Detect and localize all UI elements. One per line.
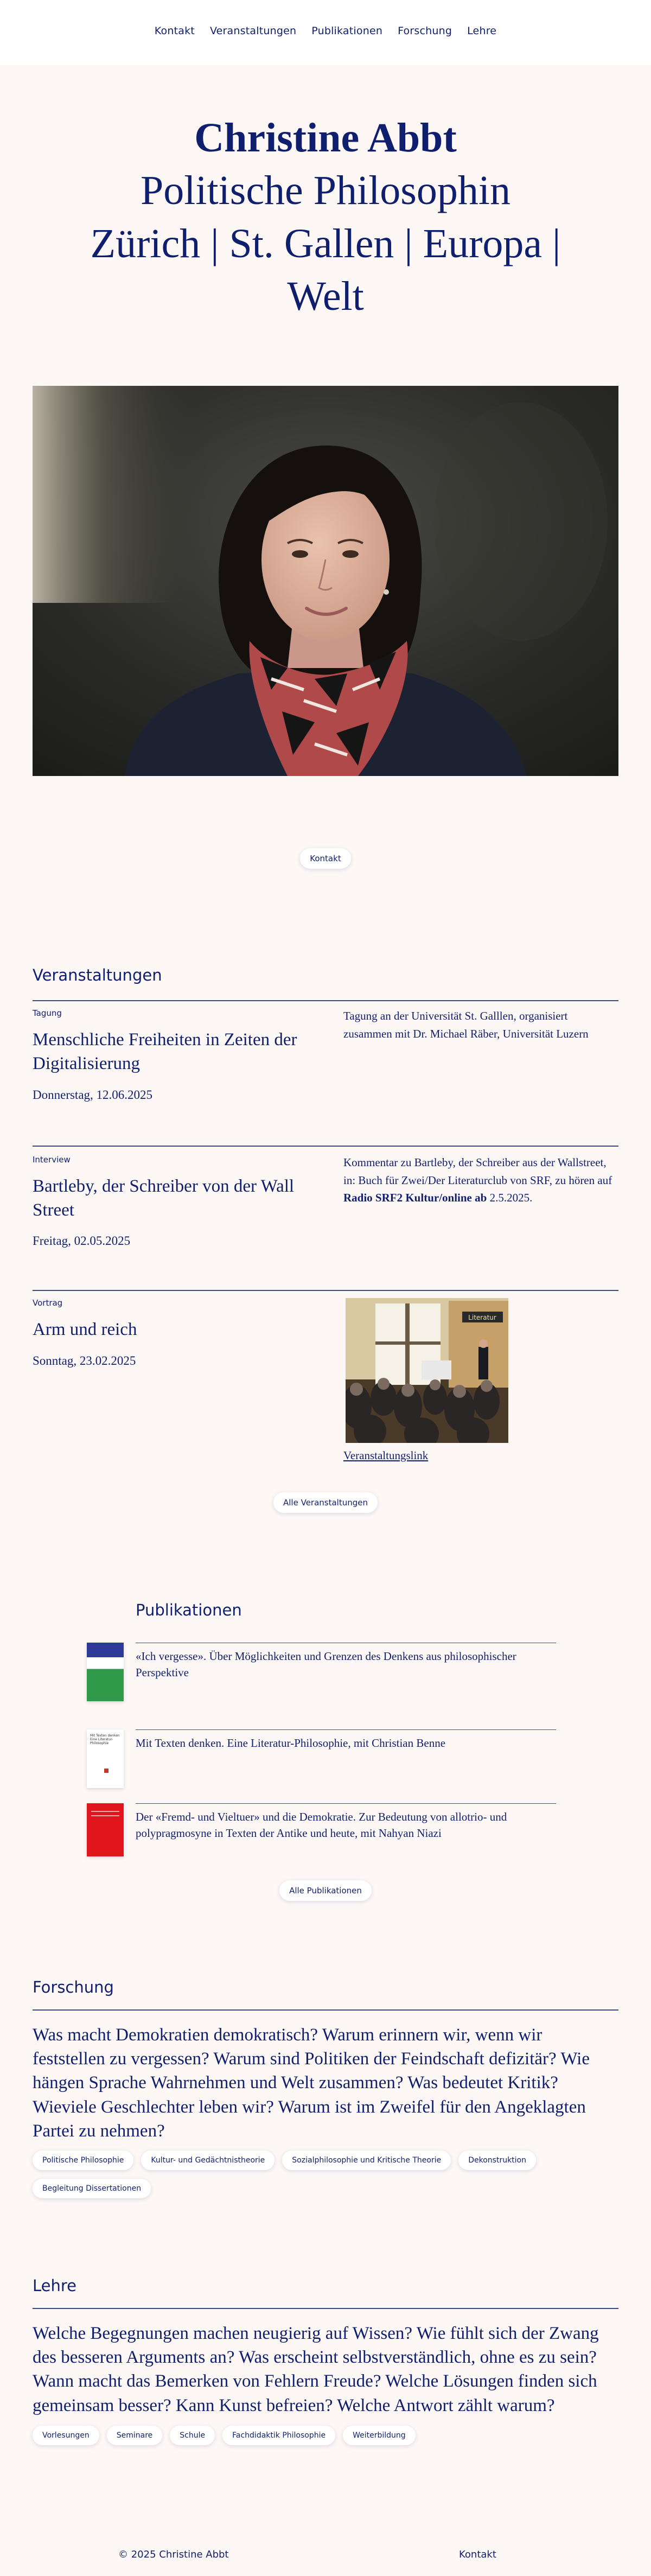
event-2-description [343,1154,618,1207]
research-heading: Forschung [33,1978,114,1996]
event-3-category: Vortrag [33,1298,63,1308]
event-2-description-pre: Kommentar zu Bartleby, der Schreiber aus der Wallstreet, in: Buch für Zwei/Der Literaturclub von SRF, zu hören auf [343,1156,612,1187]
event-3-photo [346,1298,508,1443]
publication-2-cover-text: Mit Texten denken Eine Literatur-Philosophie [90,1734,120,1746]
event-1-title[interactable]: Menschliche Freiheiten in Zeiten der Digitalisierung [33,1030,297,1074]
publication-1-cover [87,1643,124,1701]
all-events-button[interactable]: Alle Veranstaltungen [273,1492,378,1513]
portrait-photo [33,386,618,776]
all-events-wrap [0,1492,651,1513]
event-3-title[interactable]: Arm und reich [33,1320,137,1339]
teaching-tag[interactable]: Weiterbildung [343,2426,416,2445]
event-divider-3 [33,1290,618,1291]
publication-3-cover [87,1803,124,1856]
top-nav [0,0,651,65]
teaching-tag[interactable]: Vorlesungen [33,2426,99,2445]
event-3-date: Sonntag, 23.02.2025 [33,1354,136,1367]
hero-line-2: Zürich | St. Gallen | Europa | [90,220,561,266]
event-2-date: Freitag, 02.05.2025 [33,1234,131,1248]
events-heading: Veranstaltungen [33,966,162,984]
publication-1-title[interactable]: «Ich vergesse». Über Möglichkeiten und Grenzen des Denkens aus philosophischer Perspektive [136,1650,516,1680]
event-3-banner-text: Literatur [468,1314,496,1321]
event-2-radio-link[interactable]: Radio SRF2 Kultur/online ab [343,1191,487,1205]
all-publications-button[interactable]: Alle Publikationen [279,1880,372,1901]
research-tags [33,2151,618,2198]
publication-2-cover [87,1729,124,1788]
teaching-divider [33,2308,618,2309]
event-1-date: Donnerstag, 12.06.2025 [33,1088,153,1102]
contact-button-wrap [0,848,651,869]
event-2-title[interactable]: Bartleby, der Schreiber von der Wall Street [33,1176,295,1220]
nav-veranstaltungen[interactable]: Veranstaltungen [209,25,297,37]
nav-publikationen[interactable]: Publikationen [311,25,383,37]
event-divider-2 [33,1146,618,1147]
research-tag[interactable]: Sozialphilosophie und Kritische Theorie [282,2151,451,2170]
footer-copyright: © 2025 Christine Abbt [118,2549,229,2560]
research-tag[interactable]: Kultur- und Gedächtnistheorie [141,2151,275,2170]
teaching-tag[interactable]: Fachdidaktik Philosophie [222,2426,335,2445]
teaching-tag[interactable]: Seminare [107,2426,163,2445]
publication-3[interactable] [87,1803,556,1863]
event-2-category: Interview [33,1155,71,1165]
research-tag[interactable]: Politische Philosophie [33,2151,133,2170]
hero-line-1: Politische Philosophin [141,168,510,214]
portrait-illustration [33,386,618,776]
event-3-link[interactable]: Veranstaltungslink [343,1449,429,1462]
event-1-description: Tagung an der Universität St. Galllen, organisiert zusammen mit Dr. Michael Räber, Universität Luzern [343,1009,589,1040]
nav-kontakt[interactable]: Kontakt [154,25,195,37]
teaching-questions: Welche Begegnungen machen neugierig auf Wissen? Wie fühlt sich der Zwang des besseren Arguments an? Was erscheint selbstverständlich, ohne es zu sein? Wann macht das Bemerken von Fehlern Freude? Welche Lösungen finden sich gemeinsam besser? Kann Kunst befreien? Welche Antwort zählt warum? [33,2324,599,2415]
publication-3-cover-line [91,1811,119,1812]
all-publications-wrap [0,1880,651,1901]
event-3-photo-illustration [346,1298,508,1443]
hero-name: Christine Abbt [194,115,457,161]
teaching-tags [33,2426,618,2445]
publication-3-cover-line-2 [91,1815,119,1816]
publication-1[interactable] [87,1643,556,1702]
teaching-heading: Lehre [33,2276,76,2295]
contact-button[interactable]: Kontakt [300,848,350,869]
research-questions: Was macht Demokratien demokratisch? Warum erinnern wir, wenn wir feststellen zu vergessen? Warum sind Politiken der Feindschaft defizitär? Wie hängen Sprache Wahrnehmen und Welt zusammen? Was bedeutet Kritik? Wieviele Geschlechter leben wir? Warum ist im Zweifel für den Angeklagten Partei zu nehmen? [33,2025,590,2141]
publications-heading: Publikationen [136,1601,242,1619]
hero-line-3: Welt [287,273,364,319]
publication-3-title[interactable]: Der «Fremd- und Vieltuer» und die Demokratie. Zur Bedeutung von allotrio- und polypragmosyne in Texten der Antike und heute, mit Nahyan Niazi [136,1810,507,1840]
teaching-tag[interactable]: Schule [170,2426,215,2445]
research-divider [33,2009,618,2011]
nav-forschung[interactable]: Forschung [398,25,452,37]
research-tag[interactable]: Begleitung Dissertationen [33,2179,151,2198]
publication-2-divider [136,1729,556,1730]
publication-3-divider [136,1803,556,1804]
events-divider [33,1000,618,1001]
nav-lehre[interactable]: Lehre [467,25,497,37]
hero [0,112,651,323]
event-1-category: Tagung [33,1008,62,1018]
event-2-description-post: 2.5.2025. [487,1191,533,1205]
publication-2[interactable] [87,1729,556,1789]
publication-2-cover-logo [104,1769,108,1773]
footer-contact-link[interactable]: Kontakt [459,2549,496,2560]
publication-2-title[interactable]: Mit Texten denken. Eine Literatur-Philosophie, mit Christian Benne [136,1737,446,1750]
research-tag[interactable]: Dekonstruktion [458,2151,536,2170]
